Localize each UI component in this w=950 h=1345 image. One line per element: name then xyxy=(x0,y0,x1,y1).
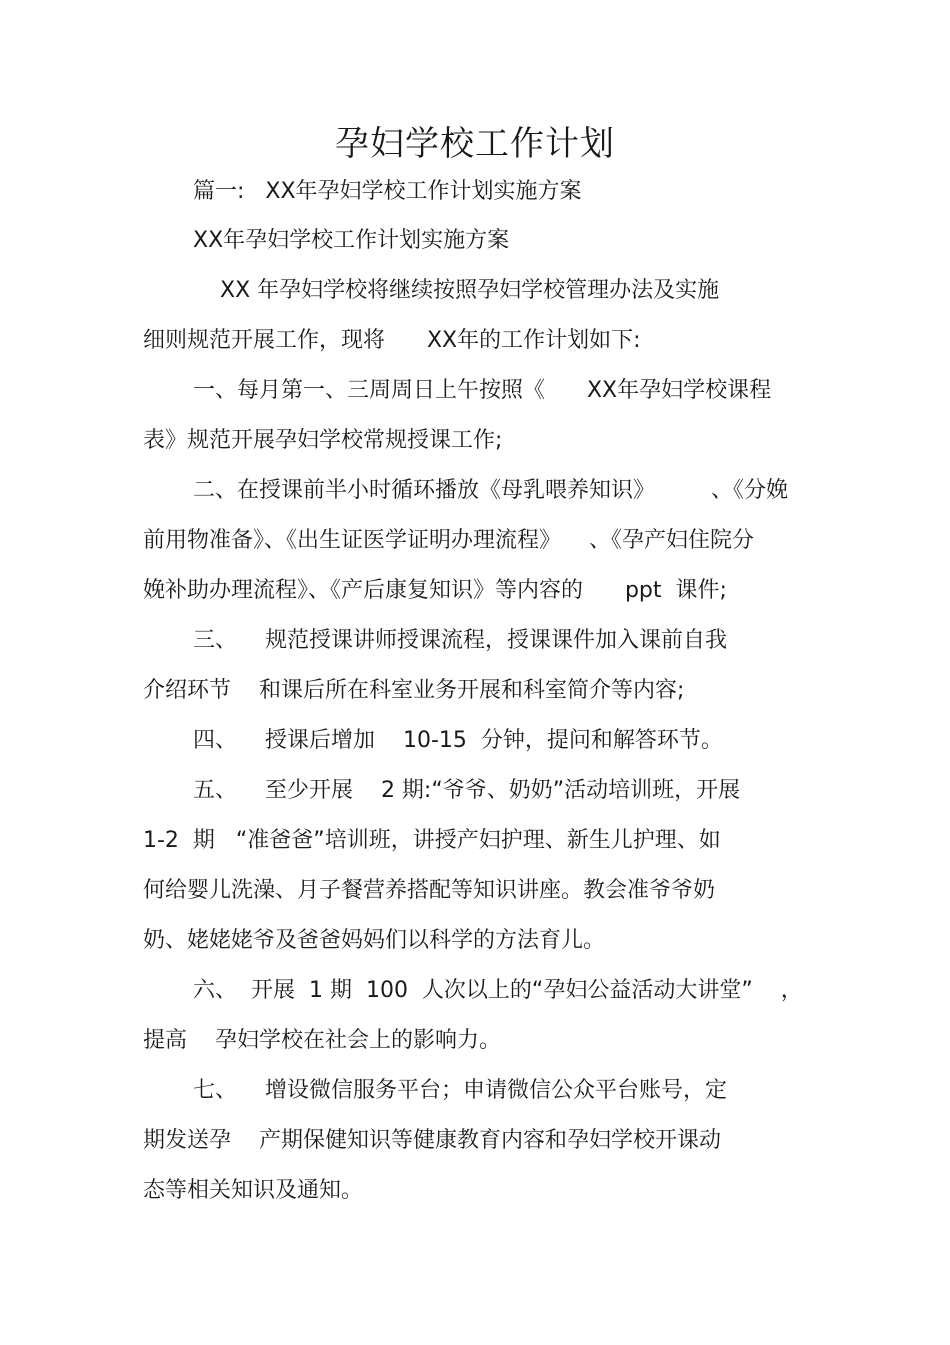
paragraph-line: 表》规范开展孕妇学校常规授课工作; xyxy=(143,428,503,453)
subtitle-line: XX年孕妇学校工作计划实施方案 xyxy=(193,228,510,253)
paragraph-line: 介绍环节 和课后所在科室业务开展和科室简介等内容; xyxy=(143,678,685,703)
paragraph-line: 五、 至少开展 2 期:“爷爷、奶奶”活动培训班，开展 xyxy=(193,778,741,803)
section-heading-line: 篇一: XX年孕妇学校工作计划实施方案 xyxy=(193,179,582,204)
paragraph-line: 四、 授课后增加 10-15 分钟，提问和解答环节。 xyxy=(193,728,723,753)
paragraph-line: 态等相关知识及通知。 xyxy=(143,1178,364,1203)
paragraph-line: 七、 增设微信服务平台；申请微信公众平台账号，定 xyxy=(193,1078,727,1103)
paragraph-line: 细则规范开展工作，现将 XX年的工作计划如下: xyxy=(143,328,641,353)
paragraph-line: 期发送孕 产期保健知识等健康教育内容和孕妇学校开课动 xyxy=(143,1128,721,1153)
paragraph-line: 娩补助办理流程》、《产后康复知识》等内容的 ppt 课件; xyxy=(143,578,727,603)
paragraph-line: 二、在授课前半小时循环播放《母乳喂养知识》 、《分娩 xyxy=(193,478,788,503)
document-title: 孕妇学校工作计划 xyxy=(335,124,615,164)
paragraph-line: 六、 开展 1 期 100 人次以上的“孕妇公益活动大讲堂” ， xyxy=(193,978,803,1003)
paragraph-line: 三、 规范授课讲师授课流程，授课课件加入课前自我 xyxy=(193,628,727,653)
paragraph-line: 一、每月第一、三周周日上午按照《 XX年孕妇学校课程 xyxy=(193,378,772,403)
paragraph-line: 奶、姥姥姥爷及爸爸妈妈们以科学的方法育儿。 xyxy=(143,928,606,953)
paragraph-line: 前用物准备》、《出生证医学证明办理流程》 、《孕产妇住院分 xyxy=(143,528,754,553)
paragraph-line: XX 年孕妇学校将继续按照孕妇学校管理办法及实施 xyxy=(220,278,720,303)
paragraph-line: 提高 孕妇学校在社会上的影响力。 xyxy=(143,1028,501,1053)
paragraph-line: 何给婴儿洗澡、月子餐营养搭配等知识讲座。教会准爷爷奶 xyxy=(143,878,716,903)
paragraph-line: 1-2 期 “准爸爸”培训班，讲授产妇护理、新生儿护理、如 xyxy=(143,828,721,853)
